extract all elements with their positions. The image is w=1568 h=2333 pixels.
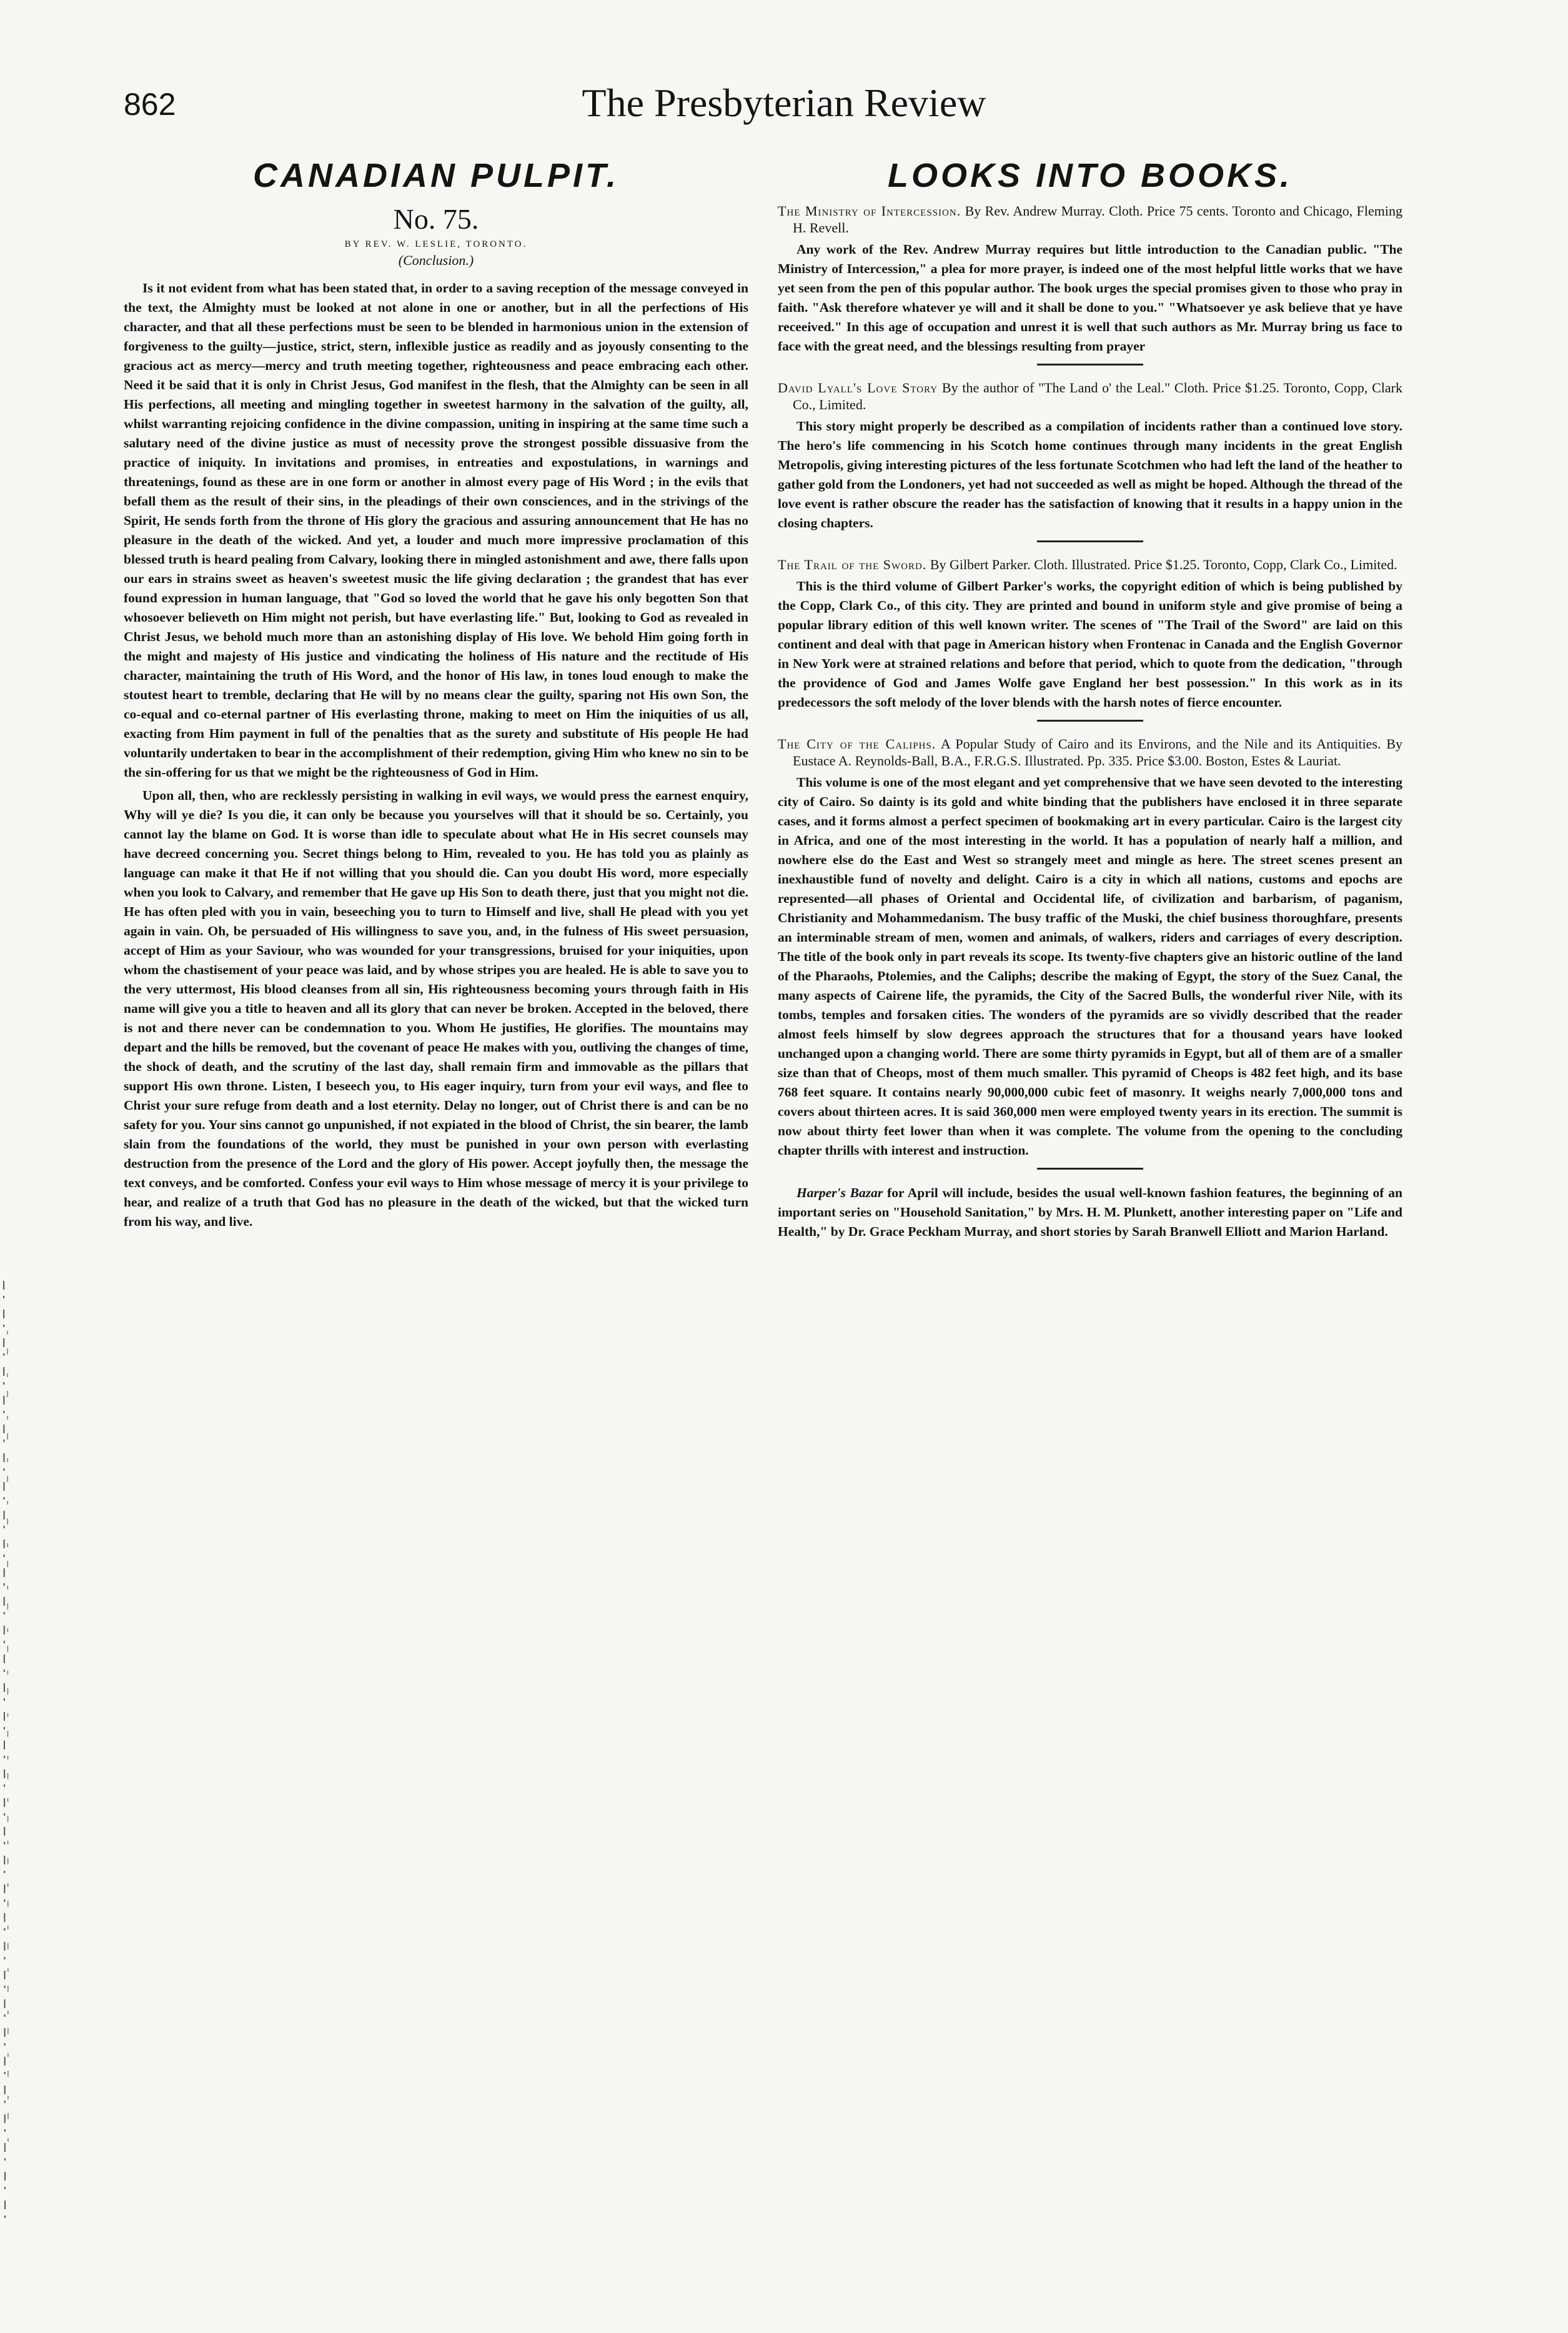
section-title-looks-into-books: LOOKS INTO BOOKS. [887, 157, 1293, 194]
review-book-details: By the author of "The Land o' the Leal." Cloth. Price $1.25. Toronto, Copp, Clark Co., Limited. [793, 380, 1402, 412]
review-body: This is the third volume of Gilbert Parker's works, the copyright edition of which is being published by the Copp, Clark Co., of this city. They are printed and bound in uniform style and give promise of being a popular library edition of this well known writer. The scenes of "The Trail of the Sword" are laid on this continent and deal with that page in American history when Frontenac in Canada and the English Governor in New York were at strained relations and before that period, which to quote from the dedication, "through the providence of God and James Wolfe gave England her best possession." In this work as in its predecessors the soft melody of the lover blends with the harsh notes of fierce encounter. [778, 579, 1402, 710]
review-heading [778, 379, 1402, 413]
sermon-byline: BY REV. W. LESLIE, TORONTO. [344, 239, 528, 249]
review-heading [778, 556, 1402, 573]
left-column-canadian-pulpit [124, 156, 748, 1231]
review-book-title: The Ministry of Intercession. [778, 203, 961, 219]
book-review [778, 556, 1402, 722]
divider-rule [1037, 1168, 1143, 1170]
journal-title: The Presbyterian Review [582, 81, 986, 125]
review-book-title: The Trail of the Sword. [778, 557, 927, 572]
harpers-notice-text: for April will include, besides the usual well-known fashion features, the beginning of an important series on "Household Sanitation," by Mrs. H. M. Plunkett, another interesting paper on "Life and Health," by Dr. Grace Peckham Murray, and short stories by Sarah Branwell Elliott and Marion Harland. [778, 1185, 1402, 1239]
divider-rule [1037, 720, 1143, 722]
review-body: Any work of the Rev. Andrew Murray requires but little introduction to the Canadian public. "The Ministry of Intercession," a plea for more prayer, is indeed one of the most helpful little works that we have yet seen from the pen of this popular author. The book urges the special promises given to those who pray in faith. "Ask therefore whatever ye will and it shall be done to you." "Whatsoever ye ask believe that ye have receeived." In this age of occupation and unrest it is well that such authors as Mr. Murray bring us face to face with the great need, and the blessings resulting from prayer [778, 242, 1402, 354]
divider-rule [1037, 364, 1143, 366]
harpers-notice-paragraph [778, 1183, 1402, 1241]
magazine-name: Harper's Bazar [796, 1185, 883, 1200]
page-header [124, 80, 1444, 130]
book-review [778, 202, 1402, 366]
sermon-paragraph: Upon all, then, who are recklessly persisting in walking in evil ways, we would press the earnest enquiry, Why will ye die? Is you die, it can only be because you yourselves will that it should be so. Certainly, you cannot lay the blame on God. It is worse than idle to speculate about what He in His secret counsels may have decreed concerning you. Secret things belong to Him, revealed to you. He has told you as plainly as language can make it that He if not willing that you should die. Can you doubt His word, more especially when you look to Calvary, and remember that He gave up His Son to death there, just that you might not die. He has often pled with you in vain, beseeching you to turn to Himself and live, shall He plead with you yet again in vain. Oh, be persuaded of His willingness to save you, and, in the fulness of His sweet persuasion, accept of Him as your Saviour, who was wounded for your transgressions, bruised for your iniquities, upon whom the chastisement of your peace was laid, and by whose stripes you are healed. He is able to save you to the very uttermost, His blood cleanses from all sin, His righteousness becoming yours through faith in His name will give you a title to heaven and all its glory that can never be broken. Accepted in the beloved, there is not and there never can be condemnation to you. Whom He justifies, He glorifies. The mountains may depart and the hills be removed, but the covenant of peace He makes with you, outliving the changes of time, the shock of death, and the scrutiny of the last day, shall remain firm and immovable as the pillars that support His own throne. Listen, I beseech you, to His eager inquiry, turn from your evil ways, and flee to Christ your sure refuge from death and a lost eternity. Delay no longer, out of Christ there is and can be no safety for you. Your sins cannot go unpunished, if not expiated in the blood of Christ, the sin bearer, the lamb slain from the foundations of the world, they must be punished in your own person with everlasting destruction from the presence of the Lord and the glory of His power. Accept joyfully then, the message the text conveys, and be comforted. Confess your evil ways to Him whose message of mercy it is your privilege to hear, and realize of a truth that God has no pleasure in the death of the wicked, but that the wicked turn from his way, and live. [124, 788, 748, 1229]
page-number: 862 [124, 87, 176, 122]
review-heading [778, 735, 1402, 769]
book-review [778, 379, 1402, 542]
right-column-looks-into-books [778, 156, 1402, 1241]
review-body: This story might properly be described as a compilation of incidents rather than a continued love story. The hero's life commencing in his Scotch home continues through many incidents in the great English Metropolis, giving interesting pictures of the less fortunate Scotchmen who had left the land of the heather to gather gold from the Londoners, yet had not succeeded as well as might be hoped. Although the thread of the love event is rather obscure the reader has the satisfaction of knowing that it results in a happy union in the closing chapters. [778, 419, 1402, 530]
book-review [778, 735, 1402, 1170]
review-book-title: David Lyall's Love Story [778, 380, 938, 395]
sermon-paragraph: Is it not evident from what has been stated that, in order to a saving reception of the message conveyed in the text, the Almighty must be looked at not alone in one or another, but in all the perfections of His character, and that all these perfections must be seen to be blended in harmonious union in the extension of forgiveness to the guilty—justice, strict, stern, inflexible justice as readily and as joyously consenting to the gracious act as mercy—mercy and truth meeting together, righteousness and peace embracing each other. Need it be said that it is only in Christ Jesus, God manifest in the flesh, that the Almighty can be seen in all His perfections, all meeting and mingling together in sweetest harmony in the salvation of the guilty, all, whilst warranting rejoicing confidence in the divine compassion, uniting in inspiring at the same time such a salutary need of the divine justice as must of necessity prove the strongest possible dissuasive from the practice of iniquity. In invitations and promises, in entreaties and expostulations, in warnings and threatenings, found as these are in one form or another in almost every page of His Word ; in the evils that befall them as the result of their sins, in the pleadings of their own consciences, and in the strivings of the Spirit, He sends forth from the throne of His glory the gracious and assuring announcement that He has no pleasure in the death of the wicked. And yet, a louder and much more impressive proclamation of this blessed truth is heard pealing from Calvary, looking there in mingled astonishment and awe, there falls upon our ears in strains sweet as heaven's sweetest music the life giving declaration ; the grandest that has ever found expression in human language, that "God so loved the world that he gave his only begotten Son that whosoever believeth on Him might not perish, but have everlasting life." But, looking to God as revealed in Christ Jesus, we behold much more than an astonishing display of His love. We behold Him going forth in the might and majesty of His justice and vindicating the holiness of His nature and the rectitude of His character, maintaining the truth of His Word, and the honor of His law, in tones loud enough to make the stoutest heart to tremble, declaring that He will by no means clear the guilty, sparing not His own Son, the co-equal and co-eternal partner of His everlasting throne, making to meet on Him the iniquities of us all, exacting from Him payment in full of the penalties that as the surety and substitute of His people He had voluntarily undertaken to bear in the accomplishment of their redemption, giving Him who knew no sin to be the sin-offering for us that we might be the righteousness of God in Him. [124, 281, 748, 780]
section-title-canadian-pulpit: CANADIAN PULPIT. [253, 157, 619, 194]
review-book-title: The City of the Caliphs. [778, 736, 936, 752]
harpers-bazar-notice [778, 1183, 1402, 1241]
review-book-details: By Rev. Andrew Murray. Cloth. Price 75 cents. Toronto and Chicago, Fleming H. Revell. [793, 203, 1402, 236]
review-heading [778, 202, 1402, 236]
review-book-details: By Gilbert Parker. Cloth. Illustrated. Price $1.25. Toronto, Copp, Clark Co., Limited. [926, 557, 1397, 572]
scan-edge-artifact [0, 1281, 14, 2218]
sermon-number: No. 75. [393, 203, 479, 235]
review-body: This volume is one of the most elegant and yet comprehensive that we have seen devoted to the interesting city of Cairo. So dainty is its gold and white binding that the publishers have enclosed it in three separate cases, and it forms almost a perfect specimen of bookmaking art in every particular. Cairo is the largest city in Africa, and one of the most interesting in the world. It has a population of nearly half a million, and nowhere else do the East and West so strangely meet and mingle as here. The street scenes present an inexhaustible fund of novelty and delight. Cairo is a city in which all nations, customs and epochs are represented—all phases of Oriental and Occidental life, of civilization and barbarism, of paganism, Christianity and Mohammedanism. The busy traffic of the Muski, the chief business thoroughfare, presents an interminable stream of men, women and animals, of walkers, riders and carriages of every description. The title of the book only in part reveals its scope. Its twenty-five chapters give an historic outline of the land of the Pharaohs, Ptolemies, and the Caliphs; describe the making of Egypt, the story of the Suez Canal, the many aspects of Cairene life, the pyramids, the City of the Sacred Bulls, the wonderful river Nile, with its tombs, temples and forsaken cities. The wonders of the pyramids are so vividly described that the reader almost feels himself by slow degrees approach the structures that for a thousand years have looked unchanged upon a changing world. There are some thirty pyramids in Egypt, but all of them are of a smaller size than that of Cheops, most of them much smaller. This pyramid of Cheops is 482 feet high, and its base 768 feet square. It contains nearly 90,000,000 cubic feet of masonry. It weighs nearly 7,000,000 tons and covers about thirteen acres. It is said 360,000 men were employed twenty years in its erection. The summit is now about thirty feet lower than when it was complete. The volume from the opening to the concluding chapter thrills with interest and instruction. [778, 775, 1402, 1158]
review-book-details: A Popular Study of Cairo and its Environs, and the Nile and its Antiquities. By Eustace A. Reynolds-Ball, B.A., F.R.G.S. Illustrated. Pp. 335. Price $3.00. Boston, Estes & Lauriat. [793, 736, 1402, 769]
divider-rule [1037, 540, 1143, 542]
conclusion-label: (Conclusion.) [398, 252, 474, 268]
